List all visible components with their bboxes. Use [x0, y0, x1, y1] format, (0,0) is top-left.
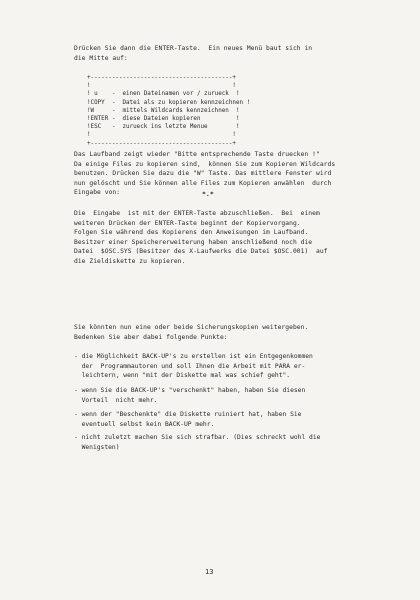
menu-line: +----------------------------------------+ — [87, 75, 236, 81]
menu-line: !ENTER - diese Dateien kopieren ! — [87, 116, 240, 123]
laufband-paragraph: Das Laufband zeigt wieder "Bitte entsprechende Taste druecken !" Da einige Files zu kopieren sind, können Sie zum Kopieren Wildcards benutzen. Drücken Sie dazu die "W" Taste. Das mittlere Fenster wird nun gelöscht und Sie können alle Files zum Kopieren anwählen durch Eingabe von: — [74, 151, 336, 197]
menu-line: +----------------------------------------+ — [87, 140, 236, 147]
menu-line: ! ! — [87, 132, 236, 139]
page-number: 13 — [205, 568, 214, 576]
wildcard-input: *.* — [202, 190, 214, 198]
list-item: - die Möglichkeit BACK-UP's zu erstellen ist ein Entgegenkommen der Programmautoren und soll Ihnen die Arbeit mit PARA er- leichtern, wenn "mit der Diskette mal was schief geht". — [74, 353, 313, 380]
enter-paragraph: Die Eingabe ist mit der ENTER-Taste abzuschließen. Bei einem weiteren Drücken der ENTER-Taste beginnt der Kopiervorgang. Folgen Sie während des Kopierens den Anweisungen im Laufband. Besitzer einer Speichererweiterung haben anschließend noch die Datei $OSC.SYS (Besitzer des X-Laufwerks die Datei $OSC.001) auf die Zieldiskette zu kopieren. — [74, 210, 328, 265]
menu-line: ! ! — [87, 83, 236, 90]
list-item: - wenn Sie die BACK-UP's "verschenkt" haben, haben Sie diesen Vorteil nicht mehr. — [74, 387, 306, 404]
list-item: - wenn der "Beschenkte" die Diskette ruiniert hat, haben Sie eventuell selbst kein BACK-UP mehr. — [74, 411, 302, 428]
menu-line: !COPY - Datei als zu kopieren kennzeichnen ! — [87, 99, 251, 106]
backup-intro-paragraph: Sie könnten nun eine oder beide Sicherungskopien weitergeben. Bedenken Sie aber dabei folgende Punkte: — [74, 324, 309, 341]
list-item: - nicht zuletzt machen Sie sich strafbar. (Dies schreckt wohl die Wenigsten) — [74, 434, 321, 451]
intro-paragraph: Drücken Sie dann die ENTER-Taste. Ein neues Menü baut sich in die Mitte auf: — [74, 45, 313, 62]
menu-box — [87, 74, 250, 148]
menu-line: ! u - einen Dateinamen vor / zurueck ! — [87, 91, 240, 98]
menu-line: !W - mittels Wildcards kennzeichnen ! — [87, 107, 240, 114]
menu-line: !ESC - zurueck ins letzte Menue ! — [87, 124, 240, 131]
